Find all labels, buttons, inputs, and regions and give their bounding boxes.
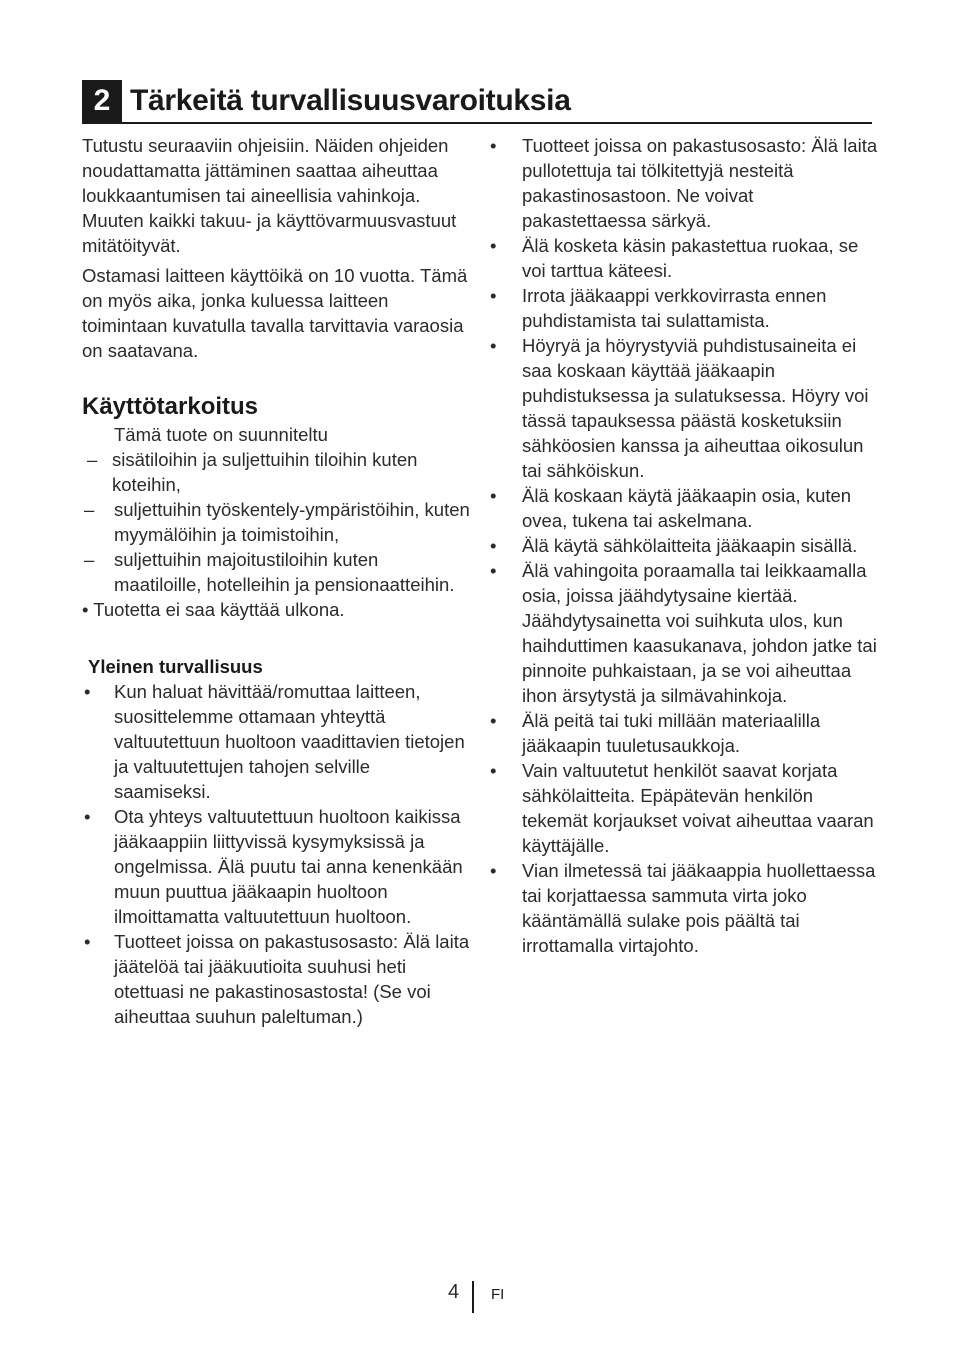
left-column bbox=[82, 133, 470, 1029]
intro-paragraph-1: Tutustu seuraaviin ohjeisiin. Näiden ohjeiden noudattamatta jättäminen saattaa aiheuttaa loukkaantumisen tai aineellisia vahinkoja. Muuten kaikki takuu- ja käyttövarmuusvastuut mitätöityvät. bbox=[82, 135, 457, 256]
intro-paragraph-2: Ostamasi laitteen käyttöikä on 10 vuotta. Tämä on myös aika, jonka kuluessa laitteen toimintaan kuvatulla tavalla tarvittavia varaosia on saatavana. bbox=[82, 265, 468, 361]
usage-heading: Käyttötarkoitus bbox=[82, 393, 259, 420]
list-item: • Vain valtuutetut henkilöt saavat korjata sähkölaitteita. Epäpätevän henkilön tekemät korjaukset voivat aiheuttaa vaaran käyttäjälle. bbox=[490, 760, 874, 856]
list-item: • Höyryä ja höyrystyviä puhdistusaineita ei saa koskaan käyttää jääkaapin puhdistuksessa ja sulatuksessa. Höyry voi tässä tapauksessa päästä kosketuksiin sähköosien kanssa ja aiheuttaa oikosulun tai sähköiskun. bbox=[490, 335, 869, 481]
usage-list bbox=[82, 447, 470, 597]
list-item: • Tuotteet joissa on pakastusosasto: Älä laita jäätelöä tai jääkuutioita suuhusi heti otettuasi ne pakastinosastosta! (Se voi aiheuttaa suuhun paleltuman.) bbox=[84, 931, 470, 1027]
list-item: • Irrota jääkaappi verkkovirrasta ennen puhdistamista tai sulattamista. bbox=[490, 285, 827, 331]
list-item: • Älä käytä sähkölaitteita jääkaapin sisällä. bbox=[490, 535, 858, 556]
right-column bbox=[488, 133, 880, 958]
safety-list-continued bbox=[488, 133, 880, 958]
usage-lead: Tämä tuote on suunniteltu bbox=[114, 424, 328, 445]
list-item: • Ota yhteys valtuutettuun huoltoon kaikissa jääkaappiin liittyvissä kysymyksissä ja ongelmissa. Älä puutu tai anna kenenkään muun puuttua jääkaapin huoltoon ilmoittamatta valtuutettuun huoltoon. bbox=[84, 806, 463, 927]
bullet-marker: • bbox=[490, 485, 497, 506]
general-safety-list bbox=[82, 679, 470, 1029]
section-heading bbox=[82, 80, 872, 124]
page-number: 4 bbox=[448, 1281, 460, 1303]
dash-marker: – bbox=[84, 499, 95, 520]
list-item: • Tuotteet joissa on pakastusosasto: Älä laita pullotettuja tai tölkitettyjä nesteitä pakastinosastoon. Ne voivat pakastettaessa särkyä. bbox=[490, 135, 878, 231]
bullet-marker: • bbox=[490, 710, 497, 731]
list-item: – suljettuihin majoitustiloihin kuten maatiloille, hotelleihin ja pensionaatteihin. bbox=[84, 549, 455, 595]
list-item: • Älä kosketa käsin pakastettua ruokaa, se voi tarttua käteesi. bbox=[490, 235, 859, 281]
general-safety-heading: Yleinen turvallisuus bbox=[88, 656, 263, 677]
dash-marker: – bbox=[84, 549, 95, 570]
bullet-marker: • bbox=[490, 335, 497, 356]
section-number: 2 bbox=[82, 80, 122, 122]
dash-marker: – bbox=[87, 449, 98, 470]
list-item: • Älä vahingoita poraamalla tai leikkaamalla osia, joissa jäähdytysaine kiertää. Jäähdytysainetta voi suihkuta ulos, kun haihduttimen kaasukanava, johdon jatke tai pinnoite puhkaistaan, ja se voi aiheuttaa ihon ärsytystä ja silmävahinkoja. bbox=[490, 560, 877, 706]
list-item: • Kun haluat hävittää/romuttaa laitteen, suosittelemme ottamaan yhteyttä valtuutettuun huoltoon vaadittavien tietojen ja valtuutettujen tahojen selville saamiseksi. bbox=[84, 681, 465, 802]
bullet-marker: • bbox=[490, 760, 497, 781]
list-item: – suljettuihin työskentely-ympäristöihin, kuten myymälöihin ja toimistoihin, bbox=[84, 499, 470, 545]
bullet-marker: • bbox=[84, 931, 91, 952]
bullet-marker: • bbox=[84, 806, 91, 827]
footer-divider bbox=[472, 1281, 474, 1313]
section-title: Tärkeitä turvallisuusvaroituksia bbox=[130, 84, 571, 117]
list-item: • Vian ilmetessä tai jääkaappia huollettaessa tai korjattaessa sammuta virta joko kääntämällä sulake pois päältä tai irrottamalla virtajohto. bbox=[490, 860, 876, 956]
bullet-marker: • bbox=[490, 235, 497, 256]
usage-note: • Tuotetta ei saa käyttää ulkona. bbox=[82, 599, 345, 620]
bullet-marker: • bbox=[84, 681, 91, 702]
bullet-marker: • bbox=[490, 535, 497, 556]
bullet-marker: • bbox=[490, 285, 497, 306]
list-item: • Älä koskaan käytä jääkaapin osia, kuten ovea, tukena tai askelmana. bbox=[490, 485, 852, 531]
list-item: – sisätiloihin ja suljettuihin tiloihin kuten koteihin, bbox=[87, 449, 418, 495]
bullet-marker: • bbox=[490, 860, 497, 881]
bullet-marker: • bbox=[490, 560, 497, 581]
language-code: FI bbox=[491, 1286, 505, 1303]
bullet-marker: • bbox=[490, 135, 497, 156]
list-item: • Älä peitä tai tuki millään materiaalilla jääkaapin tuuletusaukkoja. bbox=[490, 710, 821, 756]
